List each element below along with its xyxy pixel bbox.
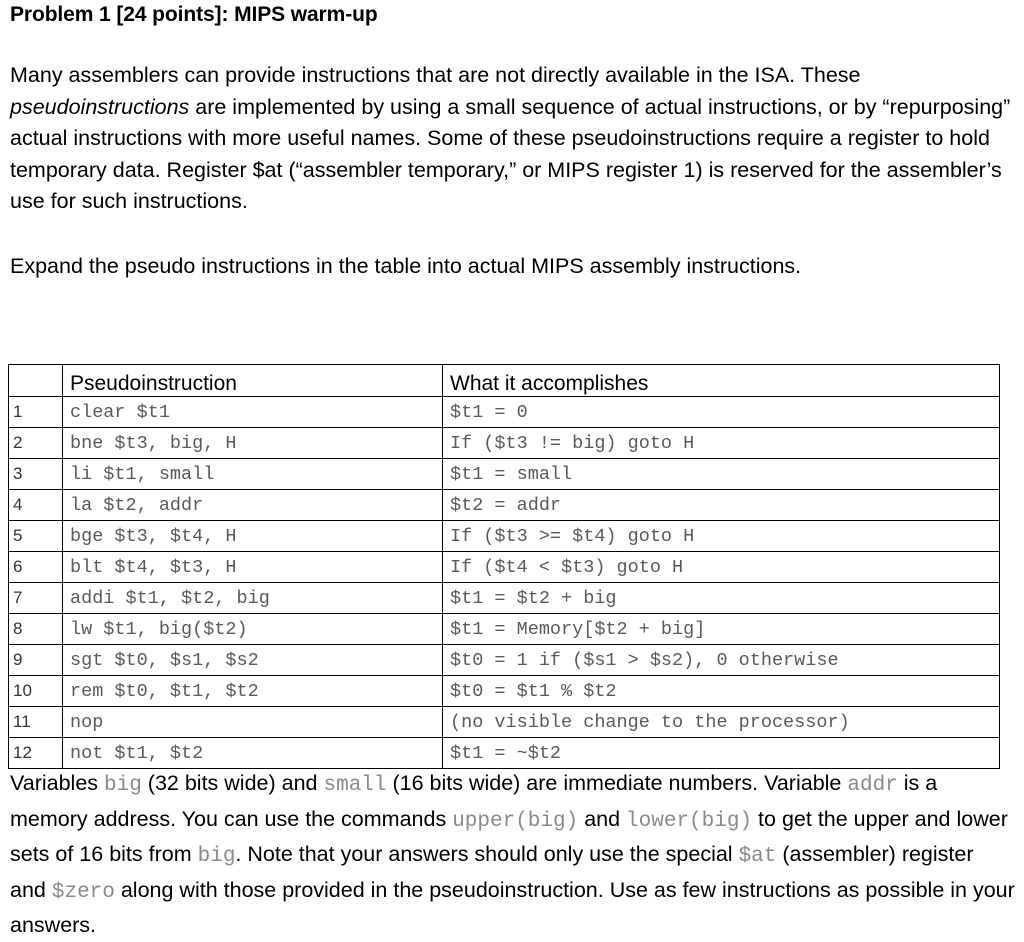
notes-text: along with those provided in the pseudoinstruction. Use as few instructions as possible in your answers. — [10, 877, 1015, 937]
row-pseudoinstruction: rem $t0, $t1, $t2 — [63, 676, 443, 707]
inline-code-at: $at — [738, 845, 777, 868]
row-effect: $t1 = ~$t2 — [443, 738, 1000, 769]
notes-text: (assembler) register and — [10, 842, 974, 902]
notes-paragraph — [10, 767, 1015, 942]
inline-code-lower-big: lower(big) — [626, 809, 753, 833]
row-pseudoinstruction: blt $t4, $t3, H — [63, 552, 443, 583]
row-effect: $t0 = 1 if ($s1 > $s2), 0 otherwise — [443, 645, 1000, 676]
notes-text: to get the upper and lower sets of 16 bits from — [10, 806, 1008, 866]
table-row — [9, 583, 1000, 614]
header-number — [9, 365, 63, 397]
table-row — [9, 521, 1000, 552]
table-row — [9, 397, 1000, 428]
row-pseudoinstruction: nop — [63, 707, 443, 738]
table-row — [9, 490, 1000, 521]
row-pseudoinstruction: li $t1, small — [63, 459, 443, 490]
intro-emphasis: pseudoinstructions — [10, 94, 190, 119]
intro-paragraph — [10, 60, 1015, 218]
inline-code-upper-big: upper(big) — [452, 809, 579, 833]
inline-code-big: big — [104, 774, 142, 797]
row-number: 4 — [9, 490, 63, 521]
intro-text-2: are implemented by using a small sequence of actual instructions, or by “repurposing” actual instructions with more useful names. Some of these pseudoinstructions require a register to hold temporary data. Register $at (“assembler temporary,” or MIPS register 1) is reserved for the assembler’s use for such instructions. — [10, 94, 1011, 213]
notes-text: and — [578, 806, 627, 831]
row-pseudoinstruction: addi $t1, $t2, big — [63, 583, 443, 614]
notes-text: (16 bits wide) are immediate numbers. Variable — [386, 771, 848, 795]
row-number: 5 — [9, 521, 63, 552]
row-number: 2 — [9, 428, 63, 459]
row-number: 12 — [9, 738, 63, 769]
inline-code-small: small — [323, 774, 387, 797]
header-what-it-accomplishes: What it accomplishes — [443, 365, 1000, 397]
row-effect: $t2 = addr — [443, 490, 1000, 521]
table-row — [9, 707, 1000, 738]
table-header-row — [9, 365, 1000, 397]
table-row — [9, 738, 1000, 769]
intro-text-1: Many assemblers can provide instructions that are not directly available in the ISA. These — [10, 63, 861, 87]
table-row — [9, 428, 1000, 459]
row-number: 6 — [9, 552, 63, 583]
row-effect: $t1 = 0 — [443, 397, 1000, 428]
row-number: 11 — [9, 707, 63, 738]
table-row — [9, 614, 1000, 645]
row-number: 10 — [9, 676, 63, 707]
row-pseudoinstruction: bne $t3, big, H — [63, 428, 443, 459]
row-number: 1 — [9, 397, 63, 428]
row-effect: $t1 = $t2 + big — [443, 583, 1000, 614]
row-effect: If ($t3 >= $t4) goto H — [443, 521, 1000, 552]
row-effect: (no visible change to the processor) — [443, 707, 1000, 738]
row-pseudoinstruction: clear $t1 — [63, 397, 443, 428]
notes-text: Variables — [10, 771, 105, 795]
pseudoinstruction-table — [8, 364, 1000, 769]
row-pseudoinstruction: bge $t3, $t4, H — [63, 521, 443, 552]
inline-code-addr: addr — [847, 774, 898, 797]
row-effect: If ($t3 != big) goto H — [443, 428, 1000, 459]
problem-title: Problem 1 [24 points]: MIPS warm-up — [10, 3, 378, 26]
row-pseudoinstruction: la $t2, addr — [63, 490, 443, 521]
row-number: 3 — [9, 459, 63, 490]
row-pseudoinstruction: not $t1, $t2 — [63, 738, 443, 769]
task-instruction: Expand the pseudo instructions in the table into actual MIPS assembly instructions. — [10, 254, 802, 278]
row-pseudoinstruction: sgt $t0, $s1, $s2 — [63, 645, 443, 676]
row-effect: $t1 = Memory[$t2 + big] — [443, 614, 1000, 645]
row-effect: $t0 = $t1 % $t2 — [443, 676, 1000, 707]
header-pseudoinstruction: Pseudoinstruction — [63, 365, 443, 397]
row-pseudoinstruction: lw $t1, big($t2) — [63, 614, 443, 645]
table-row — [9, 645, 1000, 676]
row-number: 8 — [9, 614, 63, 645]
notes-text: is a memory address. You can use the commands — [10, 771, 938, 831]
notes-text: . Note that your answers should only use the special — [235, 842, 739, 866]
inline-code-big: big — [197, 845, 236, 868]
table-row — [9, 676, 1000, 707]
table-row — [9, 459, 1000, 490]
row-number: 7 — [9, 583, 63, 614]
row-effect: If ($t4 < $t3) goto H — [443, 552, 1000, 583]
row-number: 9 — [9, 645, 63, 676]
inline-code-zero: $zero — [51, 880, 115, 904]
row-effect: $t1 = small — [443, 459, 1000, 490]
notes-text: (32 bits wide) and — [141, 771, 324, 795]
table-row — [9, 552, 1000, 583]
